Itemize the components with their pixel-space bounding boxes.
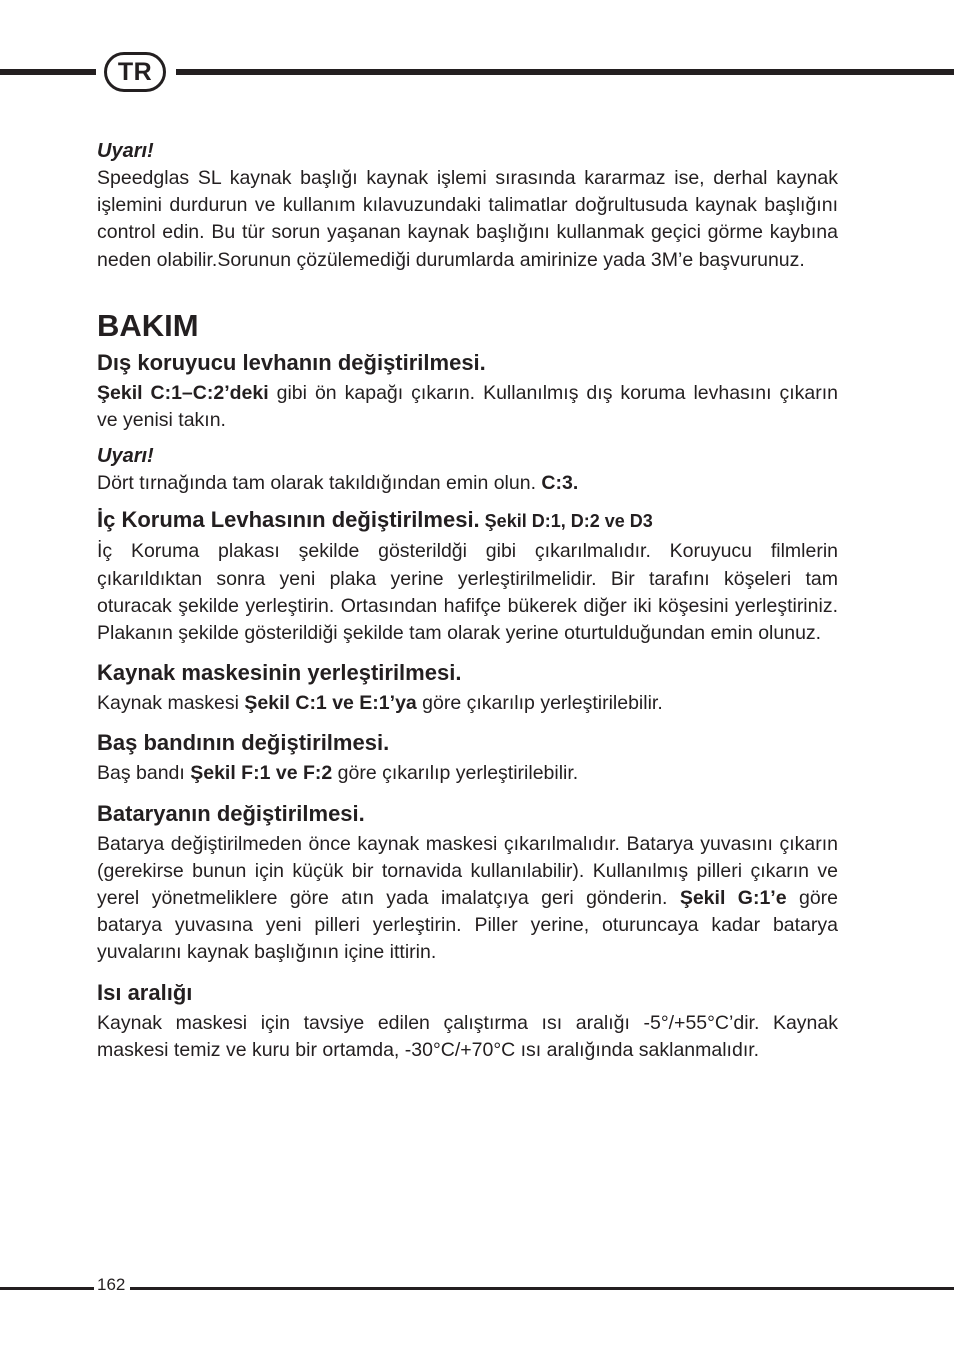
mask-prefix: Kaynak maskesi <box>97 692 245 715</box>
figure-reference: Şekil F:1 ve F:2 <box>190 762 333 785</box>
warning-body: Dört tırnağında tam olarak takıldığından emin olun. <box>97 472 542 495</box>
figure-reference: Şekil C:1 ve E:1’ya <box>244 692 417 715</box>
warning-text: Speedglas SL kaynak başlığı kaynak işlemi sırasında kararmaz ise, derhal kaynak işlemini durdurun ve kullanım kılavuzundaki talimatlar doğrultusuda kaynak başlığını control edin. Bu tür sorun yaşanan kaynak başlığını kullanmak geçici görme kaybına neden olabilir.Sorunun çözülemediği durumlarda amirinize yada 3M’e başvurunuz. <box>97 167 838 271</box>
page-number: 162 <box>97 1275 126 1294</box>
inner-lens-title: İç Koruma Levhasının değiştirilmesi. <box>97 507 480 533</box>
mask-text <box>97 690 838 717</box>
figure-reference: C:3. <box>541 472 579 495</box>
headband-heading: Baş bandının değiştirilmesi. <box>97 730 390 756</box>
outer-lens-text <box>97 380 838 434</box>
outer-lens-body: gibi ön kapağı çıkarın. Kullanılmış dış koruma levhasını çıkarın ve yenisi takın. <box>97 381 838 432</box>
header-rule-right <box>176 69 954 75</box>
headband-text <box>97 760 838 787</box>
document-body <box>97 138 838 1064</box>
footer-rule-left <box>0 1287 94 1290</box>
header-rule-left <box>0 69 96 75</box>
battery-text <box>97 831 838 967</box>
temperature-text: Kaynak maskesi için tavsiye edilen çalıştırma ısı aralığı -5°/+55°C’dir. Kaynak maskesi temiz ve kuru bir ortamda, -30°C/+70°C ısı aralığında saklanmalıdır. <box>97 1011 838 1061</box>
figure-reference: Şekil D:1, D:2 ve D3 <box>479 511 653 532</box>
warning-title: Uyarı! <box>97 445 154 468</box>
language-badge: TR <box>104 52 166 92</box>
headband-prefix: Baş bandı <box>97 762 191 785</box>
outer-lens-heading: Dış koruyucu levhanın değiştirilmesi. <box>97 349 486 375</box>
temperature-heading: Isı aralığı <box>97 979 193 1005</box>
warning-text <box>97 470 838 497</box>
section-title: BAKIM <box>97 307 199 343</box>
headband-suffix: göre çıkarılıp yerleştirilebilir. <box>332 762 579 785</box>
battery-prefix: Batarya değiştirilmeden önce kaynak maskesi çıkarılmalıdır. Batarya yuvasını çıkarın (gerekirse bunun için küçük bir tornavida kullanılabilir). Kullanılmış pilleri çıkarın ve yerel yönetmeliklere göre atın yada imalatçıya geri gönderin. <box>97 832 838 910</box>
figure-reference: Şekil C:1–C:2’deki <box>97 381 269 404</box>
battery-suffix: göre batarya yuvasına yeni pilleri yerleştirin. Piller yerine, oturuncaya kadar batarya yuvalarını kaynak başlığının içine ittirin. <box>97 887 839 964</box>
figure-reference: Şekil G:1’e <box>679 887 787 910</box>
warning-title: Uyarı! <box>97 140 154 162</box>
inner-lens-text: İç Koruma plakası şekilde gösterildği gibi çıkarılmalıdır. Koruyucu filmlerin çıkarıldıktan sonra yeni plaka yerine yerleştirilmelidir. Bir tarafını köşeleri tam oturacak şekilde yerleştirin. Ortasından hafifçe bükerek diğer iki köşesini yerleştiriniz. Plakanın şekilde gösterildiği şekilde tam olarak yerine oturtulduğundan emin olunuz. <box>97 540 838 645</box>
inner-lens-heading <box>97 505 838 536</box>
mask-suffix: göre çıkarılıp yerleştirilebilir. <box>416 692 663 715</box>
battery-heading: Bataryanın değiştirilmesi. <box>97 800 365 826</box>
footer-rule-right <box>130 1287 954 1290</box>
mask-heading: Kaynak maskesinin yerleştirilmesi. <box>97 660 462 686</box>
